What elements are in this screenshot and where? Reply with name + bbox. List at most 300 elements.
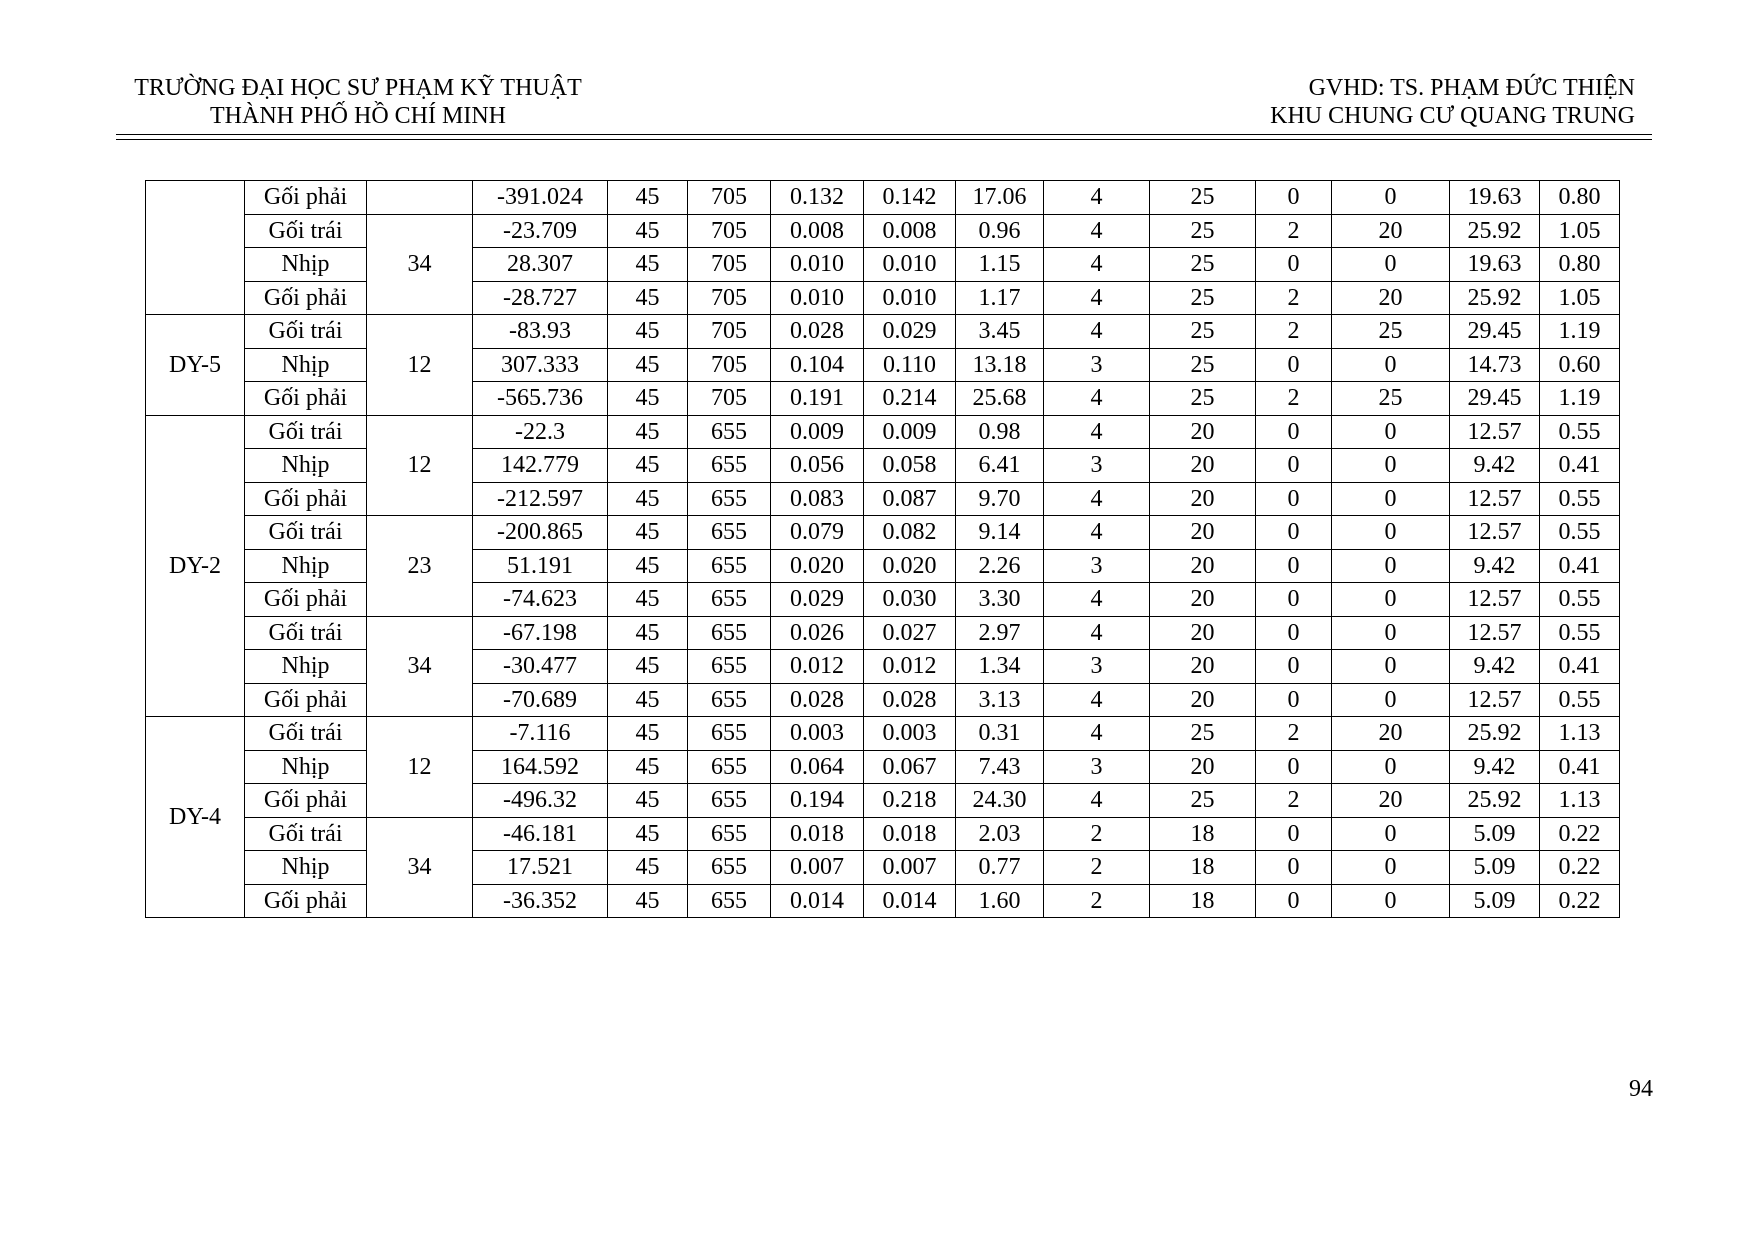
value-cell: 28.307 [473,248,608,282]
value-cell: 4 [1044,717,1150,751]
value-cell: 0 [1332,851,1450,885]
value-cell: 0.98 [956,415,1044,449]
value-cell: 20 [1332,214,1450,248]
value-cell: 3 [1044,549,1150,583]
value-cell: 45 [608,214,688,248]
value-cell: 0.008 [771,214,864,248]
value-cell: 45 [608,516,688,550]
school-header [118,74,598,130]
value-cell: 18 [1150,817,1256,851]
section-cell: Gối trái [245,214,367,248]
value-cell: 0.41 [1540,750,1620,784]
value-cell: 0.028 [771,315,864,349]
value-cell: 0 [1256,750,1332,784]
advisor-name: GVHD: TS. PHẠM ĐỨC THIỆN [1308,75,1635,101]
value-cell: -70.689 [473,683,608,717]
value-cell: 45 [608,415,688,449]
beam-reinforcement-table [145,180,1620,918]
value-cell: 20 [1332,281,1450,315]
value-cell: 0.003 [771,717,864,751]
value-cell: 0.218 [864,784,956,818]
value-cell: -496.32 [473,784,608,818]
section-cell: Nhịp [245,449,367,483]
value-cell: 45 [608,248,688,282]
school-name-line2: THÀNH PHỐ HỒ CHÍ MINH [210,103,506,129]
value-cell: 4 [1044,616,1150,650]
value-cell: 29.45 [1450,315,1540,349]
value-cell: 0.96 [956,214,1044,248]
value-cell: 705 [688,181,771,215]
value-cell: 25 [1332,315,1450,349]
value-cell: 2 [1256,717,1332,751]
value-cell: -565.736 [473,382,608,416]
value-cell: 655 [688,449,771,483]
value-cell: 20 [1150,549,1256,583]
value-cell: 45 [608,315,688,349]
value-cell: 1.19 [1540,382,1620,416]
value-cell: 0.009 [864,415,956,449]
value-cell: 3.30 [956,583,1044,617]
span-cell: 23 [367,516,473,617]
value-cell: 14.73 [1450,348,1540,382]
value-cell: 0.104 [771,348,864,382]
value-cell: 0.007 [771,851,864,885]
value-cell: 25.92 [1450,784,1540,818]
value-cell: 0 [1332,650,1450,684]
section-cell: Nhịp [245,750,367,784]
value-cell: 0.55 [1540,683,1620,717]
value-cell: 0.008 [864,214,956,248]
value-cell: 4 [1044,516,1150,550]
beam-name-cell: DY-2 [146,415,245,717]
value-cell: 0.41 [1540,549,1620,583]
value-cell: 45 [608,817,688,851]
value-cell: 51.191 [473,549,608,583]
value-cell: 0 [1256,683,1332,717]
value-cell: 7.43 [956,750,1044,784]
value-cell: 0 [1332,516,1450,550]
value-cell: 2 [1044,851,1150,885]
value-cell: -46.181 [473,817,608,851]
value-cell: 4 [1044,482,1150,516]
value-cell: 3 [1044,650,1150,684]
value-cell: -36.352 [473,884,608,918]
value-cell: 1.19 [1540,315,1620,349]
value-cell: 9.42 [1450,650,1540,684]
value-cell: 4 [1044,181,1150,215]
value-cell: 307.333 [473,348,608,382]
value-cell: 45 [608,683,688,717]
value-cell: 20 [1150,415,1256,449]
value-cell: 0.003 [864,717,956,751]
value-cell: 655 [688,784,771,818]
table-row [146,181,1620,215]
value-cell: 4 [1044,683,1150,717]
value-cell: 0 [1256,482,1332,516]
value-cell: 655 [688,683,771,717]
value-cell: 1.60 [956,884,1044,918]
value-cell: 655 [688,415,771,449]
value-cell: 4 [1044,248,1150,282]
table-row [146,817,1620,851]
value-cell: 0 [1256,181,1332,215]
value-cell: 655 [688,650,771,684]
section-cell: Nhịp [245,549,367,583]
value-cell: -22.3 [473,415,608,449]
value-cell: 25.92 [1450,281,1540,315]
value-cell: 705 [688,348,771,382]
table-row [146,616,1620,650]
value-cell: 20 [1150,482,1256,516]
value-cell: 45 [608,549,688,583]
table-row [146,315,1620,349]
value-cell: 0.55 [1540,482,1620,516]
value-cell: 3 [1044,750,1150,784]
value-cell: 0.41 [1540,650,1620,684]
value-cell: 0.083 [771,482,864,516]
value-cell: 0.22 [1540,851,1620,885]
value-cell: 655 [688,851,771,885]
value-cell: 5.09 [1450,817,1540,851]
table-row [146,214,1620,248]
value-cell: 0.029 [864,315,956,349]
value-cell: 25 [1150,717,1256,751]
value-cell: 29.45 [1450,382,1540,416]
value-cell: 3 [1044,449,1150,483]
value-cell: 45 [608,583,688,617]
section-cell: Gối phải [245,482,367,516]
section-cell: Gối trái [245,516,367,550]
value-cell: 164.592 [473,750,608,784]
value-cell: 12.57 [1450,683,1540,717]
value-cell: 0.058 [864,449,956,483]
value-cell: 9.42 [1450,449,1540,483]
value-cell: 0 [1332,348,1450,382]
value-cell: -212.597 [473,482,608,516]
value-cell: 2 [1256,784,1332,818]
value-cell: 12.57 [1450,516,1540,550]
value-cell: 655 [688,817,771,851]
value-cell: -83.93 [473,315,608,349]
value-cell: 3.13 [956,683,1044,717]
value-cell: 2 [1256,214,1332,248]
value-cell: -200.865 [473,516,608,550]
value-cell: 0.056 [771,449,864,483]
value-cell: 0.31 [956,717,1044,751]
school-name-line1: TRƯỜNG ĐẠI HỌC SƯ PHẠM KỸ THUẬT [134,75,582,101]
value-cell: 9.70 [956,482,1044,516]
value-cell: 2.97 [956,616,1044,650]
value-cell: 0 [1256,348,1332,382]
span-cell: 12 [367,717,473,818]
value-cell: 0.010 [864,248,956,282]
value-cell: 705 [688,281,771,315]
value-cell: 142.779 [473,449,608,483]
value-cell: 0.020 [864,549,956,583]
value-cell: 0 [1256,884,1332,918]
beam-name-cell: DY-4 [146,717,245,918]
section-cell: Gối phải [245,181,367,215]
value-cell: 5.09 [1450,851,1540,885]
value-cell: 0.012 [864,650,956,684]
page-number: 94 [1629,1076,1653,1102]
value-cell: 4 [1044,415,1150,449]
value-cell: 0 [1332,549,1450,583]
value-cell: -74.623 [473,583,608,617]
span-cell: 34 [367,616,473,717]
value-cell: 0.60 [1540,348,1620,382]
value-cell: 0.028 [864,683,956,717]
value-cell: 45 [608,851,688,885]
header-divider-top [116,134,1652,135]
section-cell: Gối phải [245,884,367,918]
value-cell: 0 [1256,449,1332,483]
value-cell: 25 [1150,181,1256,215]
value-cell: 1.13 [1540,784,1620,818]
section-cell: Gối trái [245,415,367,449]
value-cell: 45 [608,717,688,751]
value-cell: 0 [1256,817,1332,851]
value-cell: 13.18 [956,348,1044,382]
beam-name-cell [146,181,245,315]
value-cell: 655 [688,482,771,516]
project-header [1270,74,1635,130]
value-cell: 655 [688,549,771,583]
value-cell: -28.727 [473,281,608,315]
value-cell: 1.05 [1540,281,1620,315]
value-cell: 0.214 [864,382,956,416]
value-cell: 45 [608,482,688,516]
value-cell: 9.42 [1450,750,1540,784]
section-cell: Gối phải [245,583,367,617]
value-cell: 20 [1332,784,1450,818]
project-name: KHU CHUNG CƯ QUANG TRUNG [1270,103,1635,129]
value-cell: 0.41 [1540,449,1620,483]
value-cell: 18 [1150,851,1256,885]
section-cell: Nhịp [245,851,367,885]
value-cell: 2 [1256,382,1332,416]
value-cell: 705 [688,382,771,416]
value-cell: 1.13 [1540,717,1620,751]
value-cell: 0.22 [1540,817,1620,851]
value-cell: 20 [1150,516,1256,550]
value-cell: 0 [1332,884,1450,918]
value-cell: 0.018 [771,817,864,851]
value-cell: 0.079 [771,516,864,550]
value-cell: 0.064 [771,750,864,784]
value-cell: 25 [1150,382,1256,416]
value-cell: 4 [1044,784,1150,818]
value-cell: 655 [688,516,771,550]
value-cell: 1.17 [956,281,1044,315]
value-cell: 0.194 [771,784,864,818]
value-cell: 4 [1044,281,1150,315]
table-row [146,516,1620,550]
value-cell: 655 [688,583,771,617]
value-cell: 0 [1256,851,1332,885]
value-cell: 25 [1150,315,1256,349]
beam-name-cell: DY-5 [146,315,245,416]
value-cell: 0.55 [1540,516,1620,550]
value-cell: 655 [688,750,771,784]
value-cell: 25 [1150,281,1256,315]
value-cell: 20 [1332,717,1450,751]
span-cell [367,181,473,215]
value-cell: 2 [1256,281,1332,315]
value-cell: 0.010 [771,248,864,282]
value-cell: 0 [1332,181,1450,215]
value-cell: 19.63 [1450,248,1540,282]
section-cell: Gối trái [245,616,367,650]
section-cell: Nhịp [245,248,367,282]
value-cell: 0.77 [956,851,1044,885]
value-cell: 45 [608,650,688,684]
value-cell: 0 [1256,248,1332,282]
value-cell: 0 [1256,583,1332,617]
value-cell: 0.087 [864,482,956,516]
value-cell: 45 [608,449,688,483]
value-cell: 12.57 [1450,482,1540,516]
value-cell: 25 [1150,784,1256,818]
value-cell: 0 [1332,583,1450,617]
value-cell: 4 [1044,214,1150,248]
section-cell: Gối phải [245,281,367,315]
value-cell: 25 [1150,248,1256,282]
value-cell: -23.709 [473,214,608,248]
value-cell: 25.68 [956,382,1044,416]
value-cell: -391.024 [473,181,608,215]
value-cell: 12.57 [1450,583,1540,617]
value-cell: 4 [1044,315,1150,349]
value-cell: 0 [1332,683,1450,717]
value-cell: 1.34 [956,650,1044,684]
value-cell: 17.521 [473,851,608,885]
value-cell: 0.80 [1540,181,1620,215]
value-cell: 0 [1332,750,1450,784]
value-cell: 0.55 [1540,583,1620,617]
value-cell: 0.009 [771,415,864,449]
value-cell: 2 [1044,884,1150,918]
table-row [146,415,1620,449]
value-cell: 0.110 [864,348,956,382]
value-cell: 0.010 [771,281,864,315]
value-cell: 0 [1256,415,1332,449]
value-cell: 20 [1150,650,1256,684]
span-cell: 34 [367,817,473,918]
value-cell: 0 [1332,449,1450,483]
value-cell: 0.012 [771,650,864,684]
value-cell: 12.57 [1450,415,1540,449]
value-cell: 45 [608,181,688,215]
value-cell: 0.22 [1540,884,1620,918]
value-cell: 12.57 [1450,616,1540,650]
value-cell: 0.028 [771,683,864,717]
value-cell: 5.09 [1450,884,1540,918]
value-cell: 0.018 [864,817,956,851]
value-cell: 0.026 [771,616,864,650]
value-cell: 17.06 [956,181,1044,215]
value-cell: 4 [1044,583,1150,617]
section-cell: Nhịp [245,348,367,382]
section-cell: Gối phải [245,683,367,717]
value-cell: 20 [1150,583,1256,617]
value-cell: 25 [1332,382,1450,416]
value-cell: 24.30 [956,784,1044,818]
section-cell: Gối phải [245,382,367,416]
value-cell: 705 [688,315,771,349]
table-row [146,717,1620,751]
value-cell: -7.116 [473,717,608,751]
value-cell: 25 [1150,348,1256,382]
value-cell: 0 [1332,616,1450,650]
value-cell: 0.132 [771,181,864,215]
value-cell: 4 [1044,382,1150,416]
value-cell: 0.067 [864,750,956,784]
value-cell: 705 [688,214,771,248]
value-cell: 1.15 [956,248,1044,282]
table-body [146,181,1620,918]
value-cell: 0.020 [771,549,864,583]
value-cell: 18 [1150,884,1256,918]
value-cell: 2 [1256,315,1332,349]
section-cell: Nhịp [245,650,367,684]
value-cell: 0.142 [864,181,956,215]
value-cell: 20 [1150,683,1256,717]
value-cell: 0.082 [864,516,956,550]
value-cell: 655 [688,884,771,918]
value-cell: 2 [1044,817,1150,851]
value-cell: 655 [688,616,771,650]
value-cell: 2.03 [956,817,1044,851]
header-divider-bottom [116,139,1652,140]
value-cell: 45 [608,382,688,416]
value-cell: 0.014 [771,884,864,918]
section-cell: Gối trái [245,717,367,751]
value-cell: -30.477 [473,650,608,684]
value-cell: 9.42 [1450,549,1540,583]
value-cell: 0 [1256,516,1332,550]
value-cell: 20 [1150,750,1256,784]
value-cell: 0.80 [1540,248,1620,282]
value-cell: 6.41 [956,449,1044,483]
value-cell: 0.029 [771,583,864,617]
value-cell: 45 [608,281,688,315]
value-cell: 0 [1256,650,1332,684]
span-cell: 12 [367,315,473,416]
value-cell: 25.92 [1450,214,1540,248]
value-cell: 0 [1256,616,1332,650]
value-cell: 1.05 [1540,214,1620,248]
value-cell: 20 [1150,616,1256,650]
value-cell: 0.010 [864,281,956,315]
value-cell: 0.55 [1540,616,1620,650]
value-cell: 2.26 [956,549,1044,583]
value-cell: -67.198 [473,616,608,650]
value-cell: 20 [1150,449,1256,483]
value-cell: 0 [1332,415,1450,449]
span-cell: 12 [367,415,473,516]
value-cell: 0.55 [1540,415,1620,449]
value-cell: 0 [1332,248,1450,282]
span-cell: 34 [367,214,473,315]
value-cell: 25 [1150,214,1256,248]
value-cell: 19.63 [1450,181,1540,215]
value-cell: 45 [608,784,688,818]
value-cell: 45 [608,616,688,650]
value-cell: 0.030 [864,583,956,617]
value-cell: 0 [1332,482,1450,516]
value-cell: 45 [608,348,688,382]
